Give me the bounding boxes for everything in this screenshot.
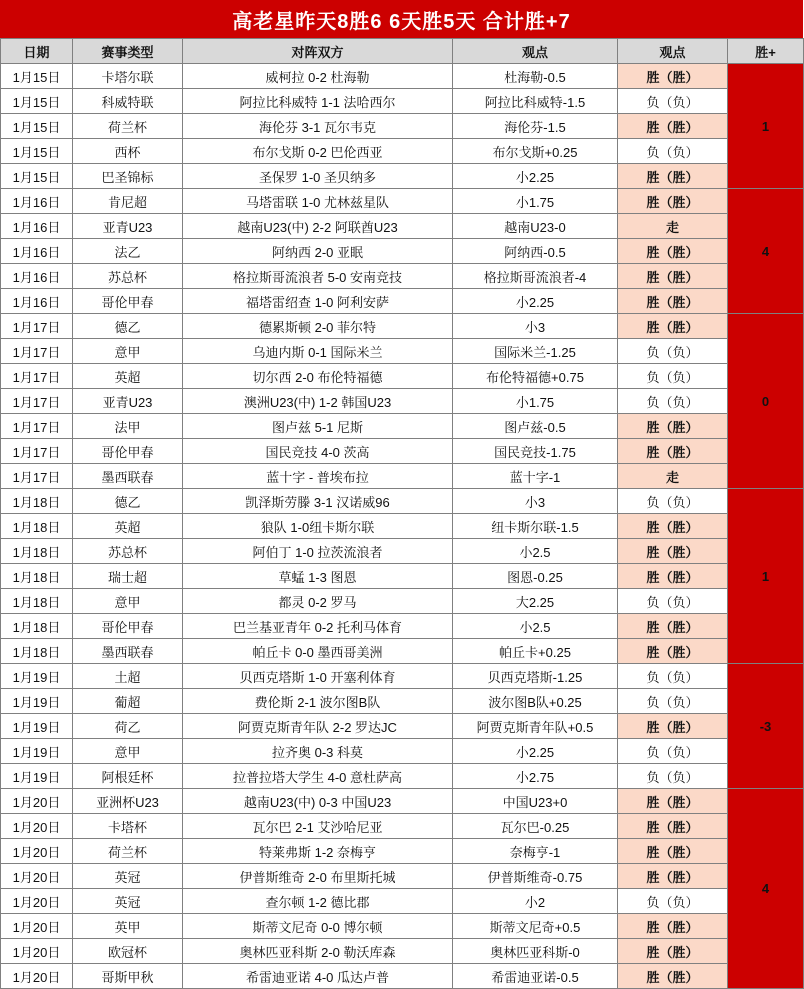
table-row [1, 914, 804, 939]
table-row [1, 789, 804, 814]
cell-league: 肯尼超 [73, 189, 183, 214]
cell-match: 希雷迪亚诺 4-0 瓜达卢普 [183, 964, 453, 989]
status-badge: 负（负） [618, 89, 728, 114]
cell-league: 哥斯甲秋 [73, 964, 183, 989]
cell-match: 奥林匹亚科斯 2-0 勒沃库森 [183, 939, 453, 964]
cell-league: 英冠 [73, 889, 183, 914]
cell-league: 法乙 [73, 239, 183, 264]
table-row [1, 564, 804, 589]
cell-league: 卡塔杯 [73, 814, 183, 839]
cell-date: 1月20日 [1, 814, 73, 839]
cell-league: 科威特联 [73, 89, 183, 114]
cell-view: 贝西克塔斯-1.25 [453, 664, 618, 689]
cell-match: 草蜢 1-3 图恩 [183, 564, 453, 589]
table-row [1, 64, 804, 89]
status-badge: 负（负） [618, 489, 728, 514]
cell-match: 阿拉比科威特 1-1 法哈西尔 [183, 89, 453, 114]
cell-match: 凯泽斯劳滕 3-1 汉诺威96 [183, 489, 453, 514]
cell-league: 英甲 [73, 914, 183, 939]
status-badge: 胜（胜） [618, 964, 728, 989]
cell-view: 图卢兹-0.5 [453, 414, 618, 439]
table-row [1, 439, 804, 464]
cell-match: 拉普拉塔大学生 4-0 意杜萨高 [183, 764, 453, 789]
status-badge: 胜（胜） [618, 314, 728, 339]
cell-date: 1月17日 [1, 339, 73, 364]
table-row [1, 814, 804, 839]
cell-view: 小2.25 [453, 164, 618, 189]
cell-league: 苏总杯 [73, 539, 183, 564]
header-league: 赛事类型 [73, 39, 183, 64]
cell-view: 小3 [453, 489, 618, 514]
status-badge: 负（负） [618, 739, 728, 764]
cell-match: 威柯拉 0-2 杜海勒 [183, 64, 453, 89]
table-row [1, 189, 804, 214]
cell-match: 阿纳西 2-0 亚眠 [183, 239, 453, 264]
cell-view: 杜海勒-0.5 [453, 64, 618, 89]
status-badge: 胜（胜） [618, 189, 728, 214]
cell-view: 布伦特福德+0.75 [453, 364, 618, 389]
cell-date: 1月20日 [1, 914, 73, 939]
cell-view: 小2.75 [453, 764, 618, 789]
cell-league: 瑞士超 [73, 564, 183, 589]
table-row [1, 889, 804, 914]
table-row [1, 364, 804, 389]
cell-date: 1月17日 [1, 314, 73, 339]
cell-match: 拉齐奥 0-3 科莫 [183, 739, 453, 764]
status-badge: 负（负） [618, 389, 728, 414]
status-badge: 负（负） [618, 764, 728, 789]
header-summary: 胜+ [728, 39, 804, 64]
cell-view: 小2 [453, 889, 618, 914]
cell-view: 国际米兰-1.25 [453, 339, 618, 364]
cell-league: 荷乙 [73, 714, 183, 739]
status-badge: 胜（胜） [618, 839, 728, 864]
table-row [1, 489, 804, 514]
cell-league: 英超 [73, 364, 183, 389]
cell-date: 1月18日 [1, 564, 73, 589]
cell-match: 狼队 1-0纽卡斯尔联 [183, 514, 453, 539]
cell-league: 巴圣锦标 [73, 164, 183, 189]
cell-league: 德乙 [73, 314, 183, 339]
cell-league: 意甲 [73, 589, 183, 614]
cell-date: 1月17日 [1, 414, 73, 439]
status-badge: 胜（胜） [618, 914, 728, 939]
cell-view: 阿拉比科威特-1.5 [453, 89, 618, 114]
cell-view: 瓦尔巴-0.25 [453, 814, 618, 839]
status-badge: 胜（胜） [618, 789, 728, 814]
cell-match: 阿贾克斯青年队 2-2 罗达JC [183, 714, 453, 739]
cell-match: 阿伯丁 1-0 拉茨流浪者 [183, 539, 453, 564]
cell-view: 格拉斯哥流浪者-4 [453, 264, 618, 289]
cell-date: 1月18日 [1, 514, 73, 539]
header-date: 日期 [1, 39, 73, 64]
cell-date: 1月20日 [1, 839, 73, 864]
cell-match: 澳洲U23(中) 1-2 韩国U23 [183, 389, 453, 414]
table-row [1, 289, 804, 314]
results-table [0, 38, 804, 989]
cell-group-summary: 4 [728, 789, 804, 989]
cell-date: 1月15日 [1, 139, 73, 164]
status-badge: 负（负） [618, 889, 728, 914]
status-badge: 胜（胜） [618, 714, 728, 739]
cell-view: 小2.25 [453, 739, 618, 764]
cell-league: 英超 [73, 514, 183, 539]
cell-group-summary: 1 [728, 64, 804, 189]
cell-match: 费伦斯 2-1 波尔图B队 [183, 689, 453, 714]
cell-view: 小2.25 [453, 289, 618, 314]
table-row [1, 89, 804, 114]
cell-date: 1月17日 [1, 439, 73, 464]
cell-date: 1月20日 [1, 964, 73, 989]
status-badge: 胜（胜） [618, 114, 728, 139]
header-result: 观点 [618, 39, 728, 64]
cell-match: 查尔顿 1-2 德比郡 [183, 889, 453, 914]
table-row [1, 389, 804, 414]
cell-view: 大2.25 [453, 589, 618, 614]
header-match: 对阵双方 [183, 39, 453, 64]
cell-view: 帕丘卡+0.25 [453, 639, 618, 664]
cell-league: 墨西联春 [73, 639, 183, 664]
cell-view: 小2.5 [453, 539, 618, 564]
cell-league: 苏总杯 [73, 264, 183, 289]
cell-view: 小1.75 [453, 189, 618, 214]
cell-match: 切尔西 2-0 布伦特福德 [183, 364, 453, 389]
table-row [1, 639, 804, 664]
cell-date: 1月18日 [1, 489, 73, 514]
table-row [1, 264, 804, 289]
cell-view: 奥林匹亚科斯-0 [453, 939, 618, 964]
cell-date: 1月19日 [1, 689, 73, 714]
status-badge: 胜（胜） [618, 539, 728, 564]
cell-match: 伊普斯维奇 2-0 布里斯托城 [183, 864, 453, 889]
cell-league: 英冠 [73, 864, 183, 889]
cell-league: 意甲 [73, 339, 183, 364]
cell-league: 亚青U23 [73, 214, 183, 239]
cell-match: 布尔戈斯 0-2 巴伦西亚 [183, 139, 453, 164]
cell-view: 越南U23-0 [453, 214, 618, 239]
cell-match: 都灵 0-2 罗马 [183, 589, 453, 614]
table-row [1, 464, 804, 489]
cell-date: 1月19日 [1, 664, 73, 689]
cell-league: 墨西联春 [73, 464, 183, 489]
status-badge: 胜（胜） [618, 814, 728, 839]
cell-league: 土超 [73, 664, 183, 689]
status-badge: 负（负） [618, 139, 728, 164]
cell-match: 巴兰基亚青年 0-2 托利马体育 [183, 614, 453, 639]
cell-league: 哥伦甲春 [73, 439, 183, 464]
cell-view: 布尔戈斯+0.25 [453, 139, 618, 164]
table-row [1, 514, 804, 539]
cell-date: 1月19日 [1, 764, 73, 789]
cell-view: 小3 [453, 314, 618, 339]
cell-view: 图恩-0.25 [453, 564, 618, 589]
status-badge: 胜（胜） [618, 239, 728, 264]
cell-match: 乌迪内斯 0-1 国际米兰 [183, 339, 453, 364]
cell-match: 瓦尔巴 2-1 艾沙哈尼亚 [183, 814, 453, 839]
cell-view: 波尔图B队+0.25 [453, 689, 618, 714]
cell-league: 亚青U23 [73, 389, 183, 414]
cell-group-summary: 1 [728, 489, 804, 664]
cell-league: 西杯 [73, 139, 183, 164]
status-badge: 负（负） [618, 339, 728, 364]
cell-match: 越南U23(中) 0-3 中国U23 [183, 789, 453, 814]
status-badge: 胜（胜） [618, 614, 728, 639]
cell-view: 小2.5 [453, 614, 618, 639]
cell-view: 小1.75 [453, 389, 618, 414]
status-badge: 负（负） [618, 664, 728, 689]
table-row [1, 114, 804, 139]
cell-date: 1月16日 [1, 289, 73, 314]
cell-view: 伊普斯维奇-0.75 [453, 864, 618, 889]
status-badge: 胜（胜） [618, 289, 728, 314]
status-badge: 胜（胜） [618, 264, 728, 289]
cell-match: 格拉斯哥流浪者 5-0 安南竞技 [183, 264, 453, 289]
cell-date: 1月17日 [1, 389, 73, 414]
cell-match: 马塔雷联 1-0 尤林兹星队 [183, 189, 453, 214]
cell-date: 1月18日 [1, 589, 73, 614]
table-row [1, 714, 804, 739]
cell-match: 国民竞技 4-0 茨高 [183, 439, 453, 464]
page-title: 高老星昨天8胜6 6天胜5天 合计胜+7 [0, 0, 803, 38]
cell-view: 希雷迪亚诺-0.5 [453, 964, 618, 989]
table-row [1, 864, 804, 889]
cell-match: 贝西克塔斯 1-0 开塞利体育 [183, 664, 453, 689]
cell-match: 圣保罗 1-0 圣贝纳多 [183, 164, 453, 189]
cell-date: 1月20日 [1, 939, 73, 964]
status-badge: 负（负） [618, 364, 728, 389]
cell-date: 1月16日 [1, 189, 73, 214]
status-badge: 胜（胜） [618, 414, 728, 439]
status-badge: 胜（胜） [618, 939, 728, 964]
table-row [1, 614, 804, 639]
cell-league: 阿根廷杯 [73, 764, 183, 789]
cell-match: 特莱弗斯 1-2 奈梅亨 [183, 839, 453, 864]
status-badge: 胜（胜） [618, 64, 728, 89]
cell-date: 1月20日 [1, 864, 73, 889]
table-row [1, 839, 804, 864]
table-row [1, 589, 804, 614]
cell-date: 1月19日 [1, 714, 73, 739]
cell-date: 1月17日 [1, 464, 73, 489]
table-body [1, 64, 804, 989]
cell-view: 斯蒂文尼奇+0.5 [453, 914, 618, 939]
cell-date: 1月20日 [1, 789, 73, 814]
cell-league: 卡塔尔联 [73, 64, 183, 89]
cell-view: 奈梅亨-1 [453, 839, 618, 864]
cell-league: 亚洲杯U23 [73, 789, 183, 814]
cell-match: 越南U23(中) 2-2 阿联酋U23 [183, 214, 453, 239]
cell-match: 福塔雷绍查 1-0 阿利安萨 [183, 289, 453, 314]
cell-view: 国民竞技-1.75 [453, 439, 618, 464]
table-row [1, 339, 804, 364]
table-header-row [1, 39, 804, 64]
cell-date: 1月18日 [1, 639, 73, 664]
cell-group-summary: 0 [728, 314, 804, 489]
cell-date: 1月15日 [1, 114, 73, 139]
cell-league: 意甲 [73, 739, 183, 764]
cell-group-summary: -3 [728, 664, 804, 789]
cell-match: 斯蒂文尼奇 0-0 博尔顿 [183, 914, 453, 939]
table-row [1, 239, 804, 264]
cell-match: 图卢兹 5-1 尼斯 [183, 414, 453, 439]
cell-view: 海伦芬-1.5 [453, 114, 618, 139]
cell-league: 欧冠杯 [73, 939, 183, 964]
cell-league: 哥伦甲春 [73, 289, 183, 314]
cell-view: 阿纳西-0.5 [453, 239, 618, 264]
cell-date: 1月16日 [1, 264, 73, 289]
cell-date: 1月15日 [1, 64, 73, 89]
status-badge: 胜（胜） [618, 639, 728, 664]
cell-date: 1月20日 [1, 889, 73, 914]
table-row [1, 539, 804, 564]
status-badge: 胜（胜） [618, 514, 728, 539]
table-row [1, 964, 804, 989]
cell-view: 纽卡斯尔联-1.5 [453, 514, 618, 539]
table-row [1, 164, 804, 189]
cell-match: 德累斯顿 2-0 菲尔特 [183, 314, 453, 339]
header-view: 观点 [453, 39, 618, 64]
status-badge: 胜（胜） [618, 164, 728, 189]
status-badge: 胜（胜） [618, 564, 728, 589]
cell-date: 1月19日 [1, 739, 73, 764]
table-row [1, 139, 804, 164]
cell-date: 1月18日 [1, 614, 73, 639]
table-row [1, 689, 804, 714]
status-badge: 胜（胜） [618, 864, 728, 889]
cell-view: 蓝十字-1 [453, 464, 618, 489]
cell-league: 荷兰杯 [73, 839, 183, 864]
table-row [1, 739, 804, 764]
cell-view: 阿贾克斯青年队+0.5 [453, 714, 618, 739]
cell-date: 1月15日 [1, 89, 73, 114]
cell-date: 1月15日 [1, 164, 73, 189]
cell-league: 葡超 [73, 689, 183, 714]
status-badge: 胜（胜） [618, 439, 728, 464]
table-row [1, 314, 804, 339]
status-badge: 走 [618, 464, 728, 489]
cell-league: 荷兰杯 [73, 114, 183, 139]
table-row [1, 214, 804, 239]
cell-league: 法甲 [73, 414, 183, 439]
table-row [1, 939, 804, 964]
cell-group-summary: 4 [728, 189, 804, 314]
cell-date: 1月18日 [1, 539, 73, 564]
status-badge: 负（负） [618, 689, 728, 714]
cell-match: 蓝十字 - 普埃布拉 [183, 464, 453, 489]
cell-league: 哥伦甲春 [73, 614, 183, 639]
cell-view: 中国U23+0 [453, 789, 618, 814]
cell-date: 1月16日 [1, 214, 73, 239]
cell-match: 海伦芬 3-1 瓦尔韦克 [183, 114, 453, 139]
table-row [1, 664, 804, 689]
status-badge: 负（负） [618, 589, 728, 614]
cell-match: 帕丘卡 0-0 墨西哥美洲 [183, 639, 453, 664]
cell-league: 德乙 [73, 489, 183, 514]
cell-date: 1月16日 [1, 239, 73, 264]
cell-date: 1月17日 [1, 364, 73, 389]
table-row [1, 414, 804, 439]
table-row [1, 764, 804, 789]
status-badge: 走 [618, 214, 728, 239]
